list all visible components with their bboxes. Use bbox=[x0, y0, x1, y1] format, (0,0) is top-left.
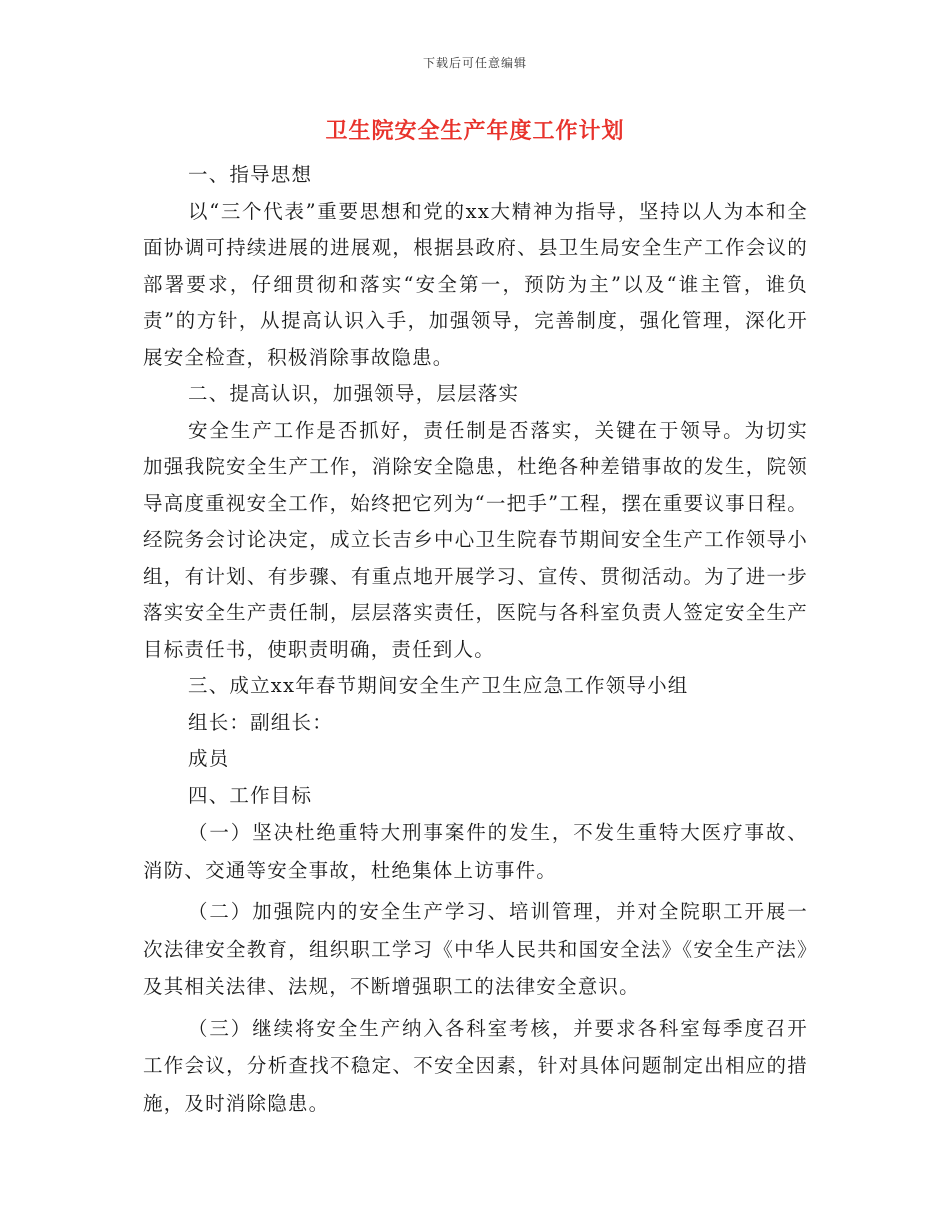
goal-item-2: （二）加强院内的安全生产学习、培训管理，并对全院职工开展一次法律安全教育，组织职工学习《中华人民共和国安全法》《安全生产法》及其相关法律、法规，不断增强职工的法律安全意识。 bbox=[143, 900, 808, 998]
goal-item-1: （一）坚决杜绝重特大刑事案件的发生，不发生重特大医疗事故、消防、交通等安全事故，杜绝集体上访事件。 bbox=[143, 821, 808, 882]
section-heading-2: 二、提高认识，加强领导，层层落实 bbox=[188, 382, 520, 405]
section-heading-3: 三、成立xx年春节期间安全生产卫生应急工作领导小组 bbox=[188, 674, 689, 697]
paragraph-group-leaders: 组长：副组长： bbox=[188, 710, 333, 734]
goal-item-3: （三）继续将安全生产纳入各科室考核，并要求各科室每季度召开工作会议，分析查找不稳定、不安全因素，针对具体问题制定出相应的措施，及时消除隐患。 bbox=[143, 1016, 808, 1115]
paragraph-guiding-thought: 以“三个代表”重要思想和党的xx大精神为指导，坚持以人为本和全面协调可持续进展的进展观，根据县政府、县卫生局安全生产工作会议的部署要求，仔细贯彻和落实“安全第一，预防为主”以及“谁主管，谁负责”的方针，从提高认识入手，加强领导，完善制度，强化管理，深化开展安全检查，积极消除事故隐患。 bbox=[143, 199, 808, 369]
page-header-note: 下载后可任意编辑 bbox=[422, 56, 527, 70]
document-body bbox=[143, 157, 808, 1126]
section-heading-4: 四、工作目标 bbox=[188, 783, 313, 807]
paragraph-members: 成员 bbox=[188, 747, 230, 770]
document-title: 卫生院安全生产年度工作计划 bbox=[325, 118, 625, 144]
section-heading-1: 一、指导思想 bbox=[188, 163, 313, 186]
paragraph-leadership: 安全生产工作是否抓好，责任制是否落实，关键在于领导。为切实加强我院安全生产工作，消除安全隐患，杜绝各种差错事故的发生，院领导高度重视安全工作，始终把它列为“一把手”工程，摆在重要议事日程。经院务会讨论决定，成立长吉乡中心卫生院春节期间安全生产工作领导小组，有计划、有步骤、有重点地开展学习、宣传、贯彻活动。为了进一步落实安全生产责任制，层层落实责任，医院与各科室负责人签定安全生产目标责任书，使职责明确，责任到人。 bbox=[143, 418, 808, 661]
